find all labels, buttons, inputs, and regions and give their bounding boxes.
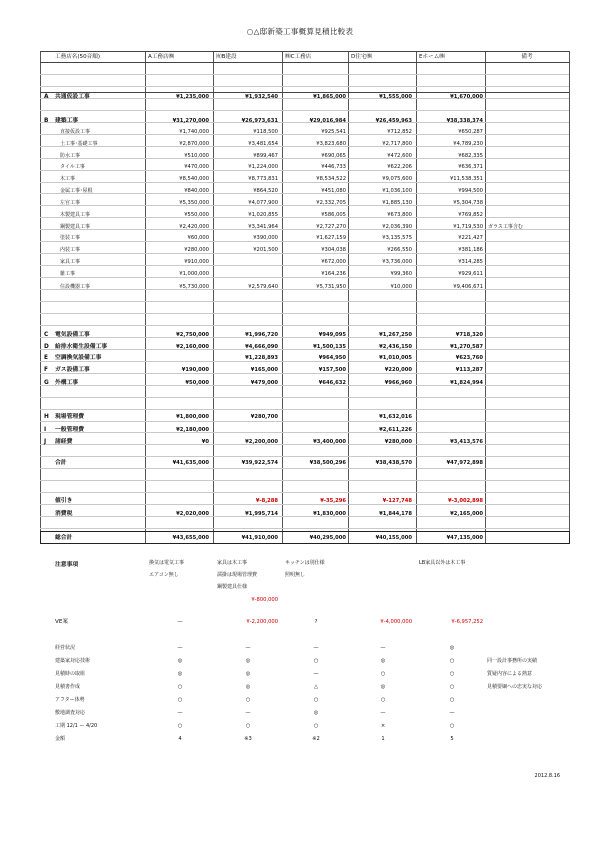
amount-cell: ¥622,206 (387, 164, 412, 170)
amount-cell: ¥2,717,800 (382, 141, 412, 147)
amount-cell: ¥1,830,000 (313, 511, 346, 517)
evaluation-mark: ○ (449, 671, 455, 677)
amount-cell: ¥3,413,576 (450, 439, 483, 445)
row-label: 木工事 (60, 176, 76, 182)
amount-cell: ¥2,332,705 (316, 200, 346, 206)
amount-cell: ¥1,995,714 (245, 511, 278, 517)
amount-cell: ¥646,632 (318, 380, 346, 386)
row-label: 現場管理費 (55, 414, 84, 420)
ve-amount: ¥-4,000,000 (380, 619, 412, 625)
amount-cell: ¥1,036,100 (382, 188, 412, 194)
amount-cell: ¥1,719,530 (453, 224, 483, 230)
notes-label: 注意事項 (55, 562, 79, 568)
evaluation-mark: ○ (245, 697, 251, 703)
row-code: H (44, 414, 49, 420)
header-bottom-line (40, 62, 569, 63)
amount-cell: ¥-8,288 (255, 498, 278, 504)
amount-cell: ¥1,500,135 (313, 344, 346, 350)
evaluation-mark: 5 (450, 736, 454, 742)
amount-cell: ¥472,600 (387, 153, 412, 159)
amount-cell: ¥39,922,574 (241, 460, 278, 466)
row-line (40, 373, 569, 374)
amount-cell: ¥4,666,090 (245, 344, 278, 350)
amount-cell: ¥5,304,738 (453, 200, 483, 206)
amount-cell: ¥1,670,000 (450, 94, 483, 100)
row-line (40, 241, 569, 242)
amount-cell: ¥2,020,000 (176, 511, 209, 517)
amount-cell: ¥690,065 (321, 153, 346, 159)
amount-cell: ¥586,005 (321, 212, 346, 218)
amount-cell: ¥1,824,994 (450, 380, 483, 386)
amount-cell: ¥929,611 (458, 271, 483, 277)
column-line (416, 51, 417, 544)
amount-cell: ¥381,186 (458, 247, 483, 253)
evaluation-mark: ※2 (312, 736, 320, 742)
amount-cell: ¥31,270,000 (172, 118, 209, 124)
row-line (40, 86, 569, 87)
amount-cell: ¥2,436,150 (379, 344, 412, 350)
row-label: 左官工事 (60, 200, 81, 206)
evaluation-mark: — (449, 710, 455, 716)
row-code: G (44, 380, 49, 386)
row-code: E (44, 355, 48, 361)
amount-cell: ¥60,000 (187, 235, 209, 241)
evaluation-mark: ○ (380, 671, 386, 677)
evaluation-mark: × (380, 723, 386, 729)
evaluation-mark: 1 (381, 736, 385, 742)
row-label: 消費税 (55, 511, 73, 517)
row-note: ガラス工事含む (488, 224, 523, 230)
row-label: 鋼製建具工事 (60, 224, 91, 230)
amount-cell: ¥636,371 (458, 164, 483, 170)
amount-cell: ¥718,320 (455, 332, 483, 338)
amount-cell: ¥113,287 (455, 367, 483, 373)
row-line (40, 468, 569, 469)
evaluation-label: 敷地調査対応 (55, 710, 86, 716)
evaluation-mark: ○ (313, 658, 319, 664)
amount-cell: ¥-3,002,898 (448, 498, 483, 504)
amount-cell: ¥99,360 (390, 271, 412, 277)
row-line (40, 432, 569, 433)
row-label: 家具工事 (60, 259, 81, 265)
amount-cell: ¥712,852 (387, 129, 412, 135)
row-label: ガス設備工事 (55, 367, 90, 373)
row-line (40, 361, 569, 362)
row-code: C (44, 332, 49, 338)
amount-cell: ¥-35,296 (320, 498, 346, 504)
amount-cell: ¥1,555,000 (379, 94, 412, 100)
amount-cell: ¥2,165,000 (450, 511, 483, 517)
amount-cell: ¥623,760 (455, 355, 483, 361)
note-line: 換気は電気工事 (149, 560, 185, 566)
amount-cell: ¥2,750,000 (176, 332, 209, 338)
amount-cell: ¥650,287 (458, 129, 483, 135)
evaluation-mark: ○ (380, 697, 386, 703)
amount-cell: ¥38,500,296 (309, 460, 346, 466)
evaluation-label: 見積書作成 (55, 684, 81, 690)
grand-total-amount: ¥47,135,000 (446, 535, 483, 541)
amount-cell: ¥157,500 (318, 367, 346, 373)
row-label: 防水工事 (60, 153, 81, 159)
evaluation-mark: — (380, 710, 386, 716)
amount-cell: ¥994,500 (458, 188, 483, 194)
evaluation-mark: 4 (178, 736, 182, 742)
evaluation-mark: ○ (245, 723, 251, 729)
row-line (40, 456, 569, 457)
amount-cell: ¥2,727,270 (316, 224, 346, 230)
grand-total-amount: ¥40,155,000 (375, 535, 412, 541)
evaluation-mark: ○ (313, 723, 319, 729)
amount-cell: ¥221,427 (458, 235, 483, 241)
amount-cell: ¥1,228,893 (245, 355, 278, 361)
note-line: 鋼製建具仕様 (217, 584, 248, 590)
column-line (485, 51, 486, 544)
evaluation-mark: — (245, 710, 251, 716)
row-label: 一般管理費 (55, 427, 84, 433)
amount-cell: ¥304,038 (321, 247, 346, 253)
evaluation-mark: ○ (449, 658, 455, 664)
evaluation-mark: ○ (177, 697, 183, 703)
amount-cell: ¥1,844,178 (379, 511, 412, 517)
amount-cell: ¥201,500 (253, 247, 278, 253)
amount-cell: ¥8,540,000 (179, 176, 209, 182)
row-line (40, 397, 569, 398)
amount-cell: ¥1,932,540 (245, 94, 278, 100)
amount-cell: ¥1,865,000 (313, 94, 346, 100)
row-line (40, 301, 569, 302)
row-line (40, 528, 569, 529)
amount-cell: ¥10,000 (390, 284, 412, 290)
amount-cell: ¥2,870,000 (179, 141, 209, 147)
amount-cell: ¥2,160,000 (176, 344, 209, 350)
row-line (40, 110, 569, 111)
column-line (40, 51, 41, 544)
amount-cell: ¥682,335 (458, 153, 483, 159)
evaluation-mark: ○ (449, 697, 455, 703)
evaluation-mark: ◎ (449, 645, 455, 651)
row-label: 外構工事 (55, 380, 79, 386)
evaluation-mark: — (245, 645, 251, 651)
amount-cell: ¥2,611,226 (379, 427, 412, 433)
note-line: エアコン無し (149, 572, 179, 578)
amount-cell: ¥1,267,250 (379, 332, 412, 338)
row-label: 給排水衛生設備工事 (55, 344, 108, 350)
ve-mark: — (177, 619, 183, 625)
evaluation-label: 建築家対応技術 (55, 658, 91, 664)
amount-cell: ¥1,800,000 (176, 414, 209, 420)
note-line: 家具は木工事 (217, 560, 248, 566)
amount-cell: ¥925,541 (321, 129, 346, 135)
evaluation-mark: — (177, 645, 183, 651)
row-code: I (44, 427, 47, 433)
amount-cell: ¥1,885,130 (382, 200, 412, 206)
evaluation-mark: ○ (177, 684, 183, 690)
row-label: タイル工事 (60, 164, 85, 170)
column-line (348, 51, 349, 544)
note-line: LB家具以外は木工事 (419, 560, 466, 566)
row-label: 空調換気設備工事 (55, 355, 102, 361)
amount-cell: ¥4,789,230 (453, 141, 483, 147)
evaluation-mark: ◎ (245, 671, 251, 677)
amount-cell: ¥899,467 (253, 153, 278, 159)
amount-cell: ¥2,180,000 (176, 427, 209, 433)
evaluation-label: 金額 (55, 736, 66, 742)
amount-cell: ¥47,972,898 (446, 460, 483, 466)
row-label: 値引き (55, 498, 73, 504)
amount-cell: ¥1,020,855 (248, 212, 278, 218)
row-line (40, 421, 569, 422)
amount-cell: ¥2,579,640 (248, 284, 278, 290)
evaluation-mark: — (313, 645, 319, 651)
evaluation-mark: ◎ (313, 710, 319, 716)
amount-cell: ¥479,000 (250, 380, 278, 386)
amount-cell: ¥8,534,522 (316, 176, 346, 182)
note-amount: ¥-800,000 (251, 597, 278, 603)
row-line (40, 277, 569, 278)
row-label: 住設機器工事 (60, 284, 91, 290)
evaluation-note: 質疑内容による熱意 (487, 671, 533, 677)
amount-cell: ¥118,500 (253, 129, 278, 135)
amount-cell: ¥-127,748 (382, 498, 412, 504)
amount-cell: ¥38,338,374 (446, 118, 483, 124)
amount-cell: ¥3,135,575 (382, 235, 412, 241)
grand-total-label: 総合計 (55, 535, 73, 541)
evaluation-label: 見積時の取組 (55, 671, 86, 677)
ve-mark: ? (314, 619, 318, 625)
header-note-label: 備考 (521, 54, 533, 60)
amount-cell: ¥41,635,000 (172, 460, 209, 466)
amount-cell: ¥1,235,000 (176, 94, 209, 100)
evaluation-mark: — (177, 710, 183, 716)
amount-cell: ¥314,285 (458, 259, 483, 265)
amount-cell: ¥3,823,680 (316, 141, 346, 147)
evaluation-label: アフター体勢 (55, 697, 85, 703)
row-line (40, 253, 569, 254)
evaluation-mark: — (380, 645, 386, 651)
header-company-label: 工務店名(50音順) (55, 54, 101, 60)
amount-cell: ¥9,075,600 (382, 176, 412, 182)
amount-cell: ¥2,200,000 (245, 439, 278, 445)
amount-cell: ¥4,077,900 (248, 200, 278, 206)
ve-amount: ¥-2,200,000 (246, 619, 278, 625)
row-line (40, 492, 569, 493)
amount-cell: ¥3,481,654 (248, 141, 278, 147)
amount-cell: ¥864,520 (253, 188, 278, 194)
evaluation-mark: ○ (313, 697, 319, 703)
amount-cell: ¥1,270,587 (450, 344, 483, 350)
ve-amount: ¥-6,957,252 (451, 619, 483, 625)
amount-cell: ¥1,627,159 (316, 235, 346, 241)
amount-cell: ¥840,000 (184, 188, 209, 194)
amount-cell: ¥1,000,000 (179, 271, 209, 277)
amount-cell: ¥949,095 (318, 332, 346, 338)
evaluation-note: 見積要綱への忠実な対応 (487, 684, 543, 690)
amount-cell: ¥510,000 (184, 153, 209, 159)
header-company-name: ㈱C工務店 (285, 54, 312, 60)
row-line (40, 182, 569, 183)
amount-cell: ¥1,632,016 (379, 414, 412, 420)
grand-total-amount: ¥41,910,000 (241, 535, 278, 541)
amount-cell: ¥672,000 (321, 259, 346, 265)
amount-cell: ¥3,400,000 (313, 439, 346, 445)
amount-cell: ¥3,736,000 (382, 259, 412, 265)
ve-label: VE案 (55, 619, 68, 625)
amount-cell: ¥9,406,671 (453, 284, 483, 290)
row-code: D (44, 344, 49, 350)
amount-cell: ¥190,000 (181, 367, 209, 373)
evaluation-mark: ○ (449, 684, 455, 690)
row-label: 土工事･基礎工事 (60, 141, 98, 147)
amount-cell: ¥1,224,000 (248, 164, 278, 170)
row-code: A (44, 94, 49, 100)
column-line (213, 51, 214, 544)
header-company-name: Eホーム㈱ (419, 54, 445, 60)
amount-cell: ¥164,236 (321, 271, 346, 277)
amount-cell: ¥220,000 (384, 367, 412, 373)
header-company-name: A工務店㈱ (148, 54, 175, 60)
evaluation-mark: ◎ (380, 658, 386, 664)
amount-cell: ¥50,000 (185, 380, 209, 386)
evaluation-mark: ◎ (245, 684, 251, 690)
row-label: 合計 (55, 460, 67, 466)
row-code: F (44, 367, 48, 373)
row-label: 内装工事 (60, 247, 81, 253)
amount-cell: ¥29,016,984 (309, 118, 346, 124)
row-label: 雑工事 (60, 271, 76, 277)
row-label: 塗装工事 (60, 235, 81, 241)
amount-cell: ¥470,000 (184, 164, 209, 170)
amount-cell: ¥165,000 (250, 367, 278, 373)
row-line (40, 504, 569, 505)
row-label: 電気設備工事 (55, 332, 90, 338)
amount-cell: ¥38,438,570 (375, 460, 412, 466)
evaluation-label: 経営状況 (55, 645, 76, 651)
amount-cell: ¥3,341,964 (248, 224, 278, 230)
amount-cell: ¥673,800 (387, 212, 412, 218)
header-top-line (40, 51, 569, 52)
row-label: 諸経費 (55, 439, 73, 445)
amount-cell: ¥5,731,950 (316, 284, 346, 290)
column-line (569, 51, 570, 544)
note-line: キッチンは別仕様 (285, 560, 325, 566)
row-label: 木製建具工事 (60, 212, 91, 218)
evaluation-mark: ◎ (177, 671, 183, 677)
row-line (40, 409, 569, 410)
amount-cell: ¥1,740,000 (179, 129, 209, 135)
amount-cell: ¥446,733 (321, 164, 346, 170)
evaluation-label: 工期 12/1 ー 4/20 (55, 723, 98, 729)
evaluation-mark: ○ (177, 723, 183, 729)
amount-cell: ¥280,700 (250, 414, 278, 420)
row-code: B (44, 118, 49, 124)
row-line (40, 265, 569, 266)
evaluation-mark: ◎ (380, 684, 386, 690)
amount-cell: ¥266,550 (387, 247, 412, 253)
column-line (282, 51, 283, 544)
date-stamp: 2012.8.16 (534, 773, 560, 779)
page-title: ○△邸新築工事概算見積比較表 (246, 27, 354, 36)
row-label: 金属工事･屋根 (60, 188, 93, 194)
note-line: 照明無し (285, 572, 306, 578)
amount-cell: ¥280,000 (384, 439, 412, 445)
row-label: 建築工事 (55, 118, 79, 124)
amount-cell: ¥550,000 (184, 212, 209, 218)
grand-total-amount: ¥40,295,000 (309, 535, 346, 541)
amount-cell: ¥966,960 (384, 380, 412, 386)
amount-cell: ¥964,950 (318, 355, 346, 361)
row-label: 直接仮設工事 (60, 129, 91, 135)
amount-cell: ¥769,852 (458, 212, 483, 218)
amount-cell: ¥451,080 (321, 188, 346, 194)
row-line (40, 480, 569, 481)
row-line (40, 313, 569, 314)
amount-cell: ¥280,000 (184, 247, 209, 253)
row-label: 共通仮設工事 (55, 94, 90, 100)
note-line: 濡掛は現場管理費 (217, 572, 258, 578)
amount-cell: ¥5,730,000 (179, 284, 209, 290)
amount-cell: ¥1,996,720 (245, 332, 278, 338)
amount-cell: ¥26,973,631 (241, 118, 278, 124)
amount-cell: ¥11,538,351 (449, 176, 483, 182)
amount-cell: ¥0 (201, 439, 209, 445)
grand-total-amount: ¥43,655,000 (172, 535, 209, 541)
evaluation-mark: ◎ (245, 658, 251, 664)
row-line (40, 170, 569, 171)
row-line (40, 92, 569, 93)
evaluation-note: 同一設計事務所の実績 (487, 658, 538, 664)
evaluation-mark: — (313, 671, 319, 677)
amount-cell: ¥8,773,831 (248, 176, 278, 182)
row-line (40, 325, 569, 326)
amount-cell: ¥2,036,390 (382, 224, 412, 230)
evaluation-mark: ○ (449, 723, 455, 729)
row-code: J (44, 439, 47, 445)
amount-cell: ¥2,420,000 (179, 224, 209, 230)
header-company-name: ㈲B建設 (216, 54, 237, 60)
row-line (40, 74, 569, 75)
amount-cell: ¥390,000 (253, 235, 278, 241)
amount-cell: ¥26,459,963 (375, 118, 412, 124)
amount-cell: ¥5,350,000 (179, 200, 209, 206)
amount-cell: ¥1,010,005 (379, 355, 412, 361)
column-line (145, 51, 146, 544)
header-company-name: D住宅㈱ (351, 54, 373, 60)
evaluation-mark: ◎ (177, 658, 183, 664)
amount-cell: ¥910,000 (184, 259, 209, 265)
evaluation-mark: ※3 (244, 736, 252, 742)
evaluation-mark: △ (314, 684, 318, 690)
